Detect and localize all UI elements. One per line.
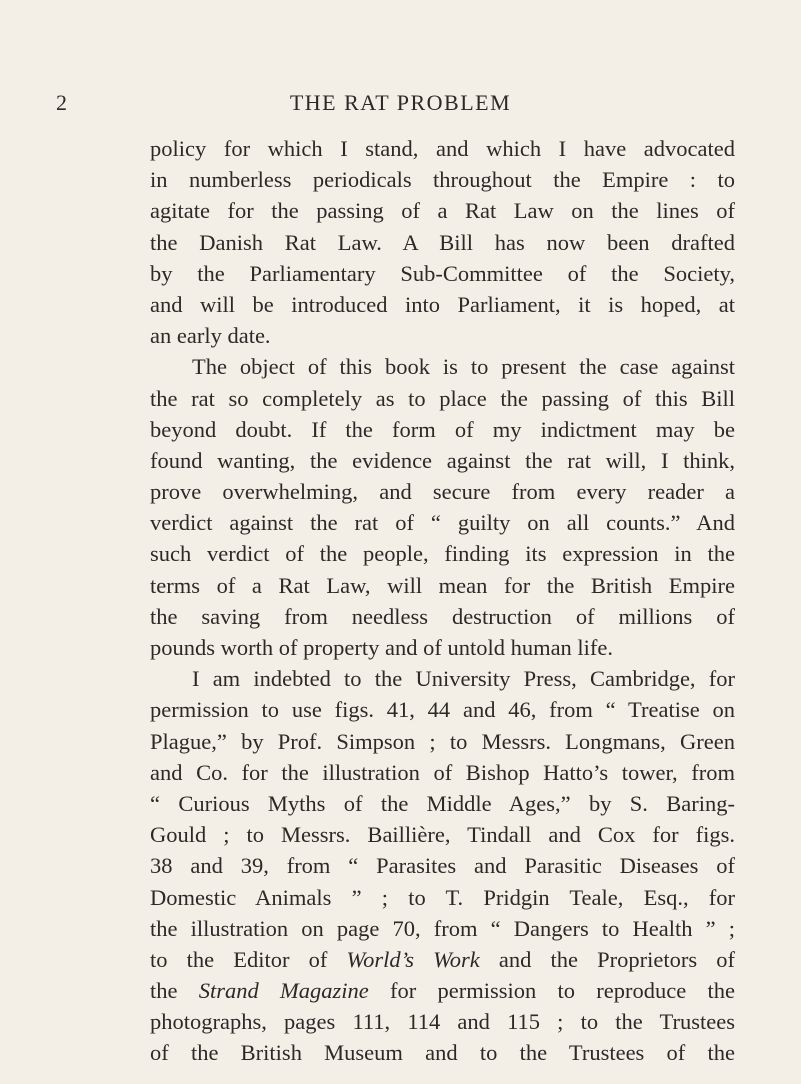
- text-line: permission to use figs. 41, 44 and 46, from “ Treatise on: [150, 697, 735, 723]
- text-line: photographs, pages 111, 114 and 115 ; to the Trustees: [150, 1009, 735, 1035]
- text-line: the saving from needless destruction of millions of: [150, 603, 735, 629]
- text-line: “ Curious Myths of the Middle Ages,” by S. Baring-: [150, 790, 735, 816]
- text-line: the rat so completely as to place the passing of this Bill: [150, 385, 735, 411]
- text-segment: for permission to reproduce the: [368, 978, 735, 1004]
- text-line: and Co. for the illustration of Bishop Hatto’s tower, from: [150, 759, 735, 785]
- text-line: Domestic Animals ” ; to T. Pridgin Teale, Esq., for: [150, 884, 735, 910]
- italic-title: Strand Magazine: [198, 978, 369, 1004]
- text-line: pounds worth of property and of untold human life.: [150, 635, 614, 660]
- text-line: agitate for the passing of a Rat Law on the lines of: [150, 198, 735, 224]
- text-line: an early date.: [150, 323, 271, 349]
- text-segment: to the Editor of: [150, 946, 347, 972]
- body-text: [150, 133, 735, 1069]
- text-line: 38 and 39, from “ Parasites and Parasitic Diseases of: [150, 853, 735, 879]
- text-line: [150, 944, 735, 975]
- text-line: found wanting, the evidence against the rat will, I think,: [150, 447, 735, 473]
- text-line: verdict against the rat of “ guilty on all counts.” And: [150, 510, 735, 536]
- text-line: the illustration on page 70, from “ Dangers to Health ” ;: [150, 915, 735, 941]
- text-line: Plague,” by Prof. Simpson ; to Messrs. Longmans, Green: [150, 728, 735, 754]
- italic-title: World’s Work: [346, 946, 480, 972]
- text-line: Gould ; to Messrs. Baillière, Tindall and Cox for figs.: [150, 822, 735, 848]
- text-line: The object of this book is to present the case against: [192, 354, 735, 380]
- text-segment: the: [150, 978, 199, 1004]
- text-line: prove overwhelming, and secure from every reader a: [150, 479, 735, 505]
- text-line: the Danish Rat Law. A Bill has now been drafted: [150, 229, 735, 255]
- text-line: of the British Museum and to the Trustees of the: [150, 1040, 735, 1066]
- text-line: beyond doubt. If the form of my indictment may be: [150, 416, 735, 442]
- text-line: and will be introduced into Parliament, it is hoped, at: [150, 291, 735, 317]
- text-line: policy for which I stand, and which I have advocated: [150, 136, 735, 161]
- text-segment: and the Proprietors of: [479, 946, 735, 972]
- text-line: in numberless periodicals throughout the Empire : to: [150, 167, 735, 193]
- text-line: [150, 975, 735, 1006]
- text-line: I am indebted to the University Press, Cambridge, for: [192, 666, 735, 692]
- running-title: THE RAT PROBLEM: [289, 90, 512, 115]
- text-line: terms of a Rat Law, will mean for the British Empire: [150, 572, 735, 598]
- text-line: by the Parliamentary Sub-Committee of the Society,: [150, 260, 735, 286]
- page-number: 2: [56, 90, 67, 115]
- text-line: such verdict of the people, finding its expression in the: [150, 541, 735, 567]
